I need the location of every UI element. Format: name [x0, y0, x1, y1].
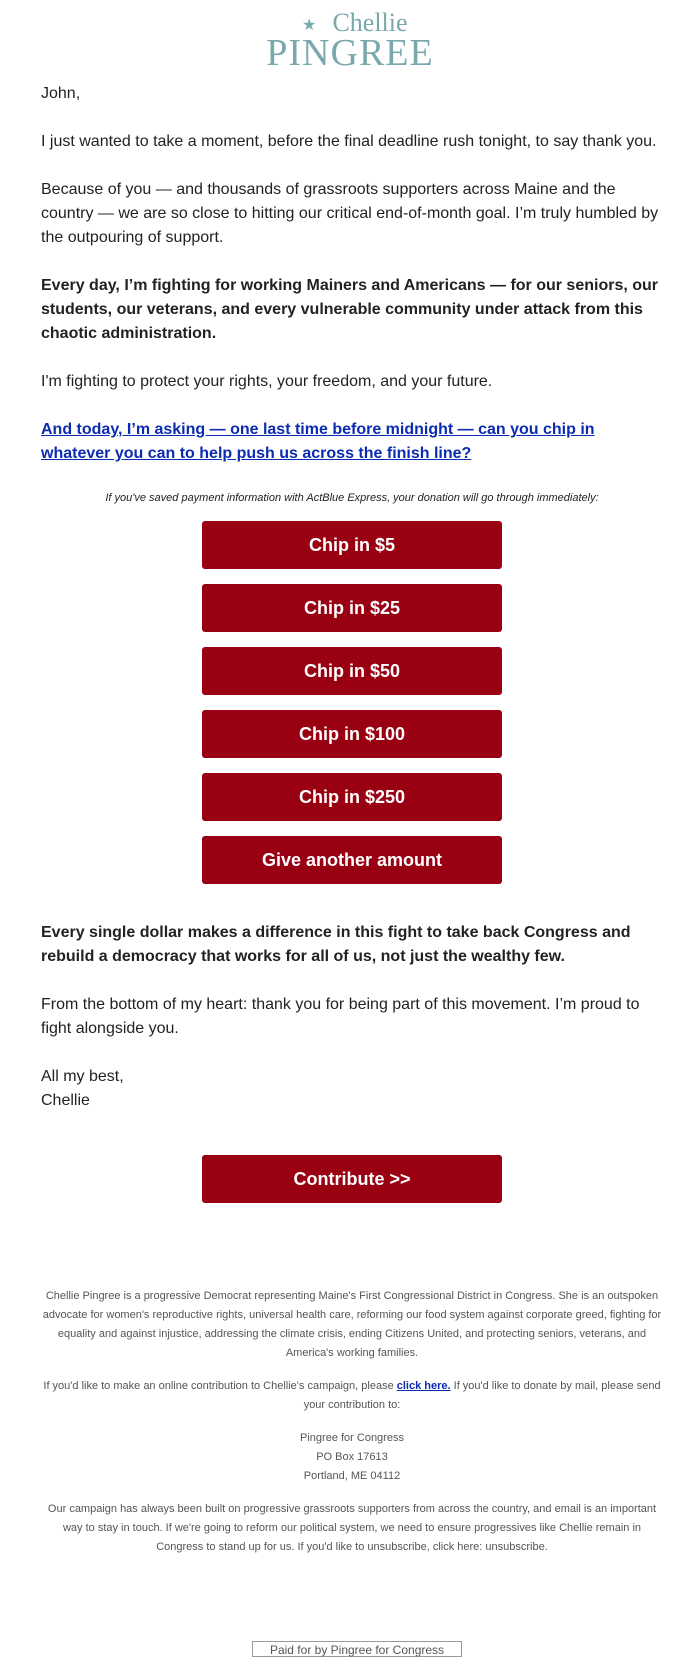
paragraph-rights: I'm fighting to protect your rights, your freedom, and your future. — [41, 373, 493, 390]
paragraph-every-dollar: Every single dollar makes a difference in this fight to take back Congress and rebuild a democracy that works for all of us, not just the wealthy few. — [41, 924, 631, 965]
signoff — [41, 1065, 663, 1113]
footer-address — [41, 1429, 663, 1486]
footer-about: Chellie Pingree is a progressive Democrat representing Maine's First Congressional District in Congress. She is an outspoken advocate for women's reproductive rights, universal health care, reforming our food system against corporate greed, fighting for equality and against injustice, addressing the climate crisis, ending Citizens United, and protecting seniors, veterans, and America's working families. — [42, 1290, 662, 1359]
paragraph-fighting: Every day, I’m fighting for working Mainers and Americans — for our seniors, our students, our veterans, and every vulnerable community under attack from this chaotic administration. — [41, 277, 659, 342]
address-line-2: PO Box 17613 — [316, 1451, 388, 1463]
signoff-name: Chellie — [41, 1092, 90, 1109]
logo-first-name: Chellie — [332, 8, 408, 37]
chip-in-5-button[interactable]: Chip in $5 — [202, 521, 502, 569]
chip-in-100-button[interactable]: Chip in $100 — [202, 710, 502, 758]
campaign-logo — [0, 10, 700, 72]
footer-click-here-link[interactable]: click here. — [396, 1380, 451, 1392]
star-icon: ★ — [302, 17, 317, 34]
logo-last-name: PINGREE — [266, 32, 434, 74]
paragraph-thank-you: I just wanted to take a moment, before the final deadline rush tonight, to say thank you. — [41, 133, 657, 150]
actblue-note: If you've saved payment information with ActBlue Express, your donation will go through immediately: — [105, 492, 599, 504]
paragraph-supporters: Because of you — and thousands of grassroots supporters across Maine and the country — we are so close to hitting our critical end-of-month goal. I’m truly humbled by the outpouring of support. — [41, 181, 659, 246]
email-body — [41, 82, 663, 1218]
chip-in-250-button[interactable]: Chip in $250 — [202, 773, 502, 821]
contribute-button[interactable]: Contribute >> — [202, 1155, 502, 1203]
footer-closing: Our campaign has always been built on progressive grassroots supporters from across the country, and email is an important way to stay in touch. If we're going to reform our political system, we need to ensure progressives like Chellie remain in Congress to stand up for us. If you'd like to unsubscribe, click here: unsubscribe. — [47, 1503, 657, 1553]
paragraph-gratitude: From the bottom of my heart: thank you for being part of this movement. I’m proud to fight alongside you. — [41, 996, 640, 1037]
footer-contribution — [41, 1377, 663, 1415]
address-line-3: Portland, ME 04112 — [303, 1470, 401, 1482]
chip-in-25-button[interactable]: Chip in $25 — [202, 584, 502, 632]
chip-in-50-button[interactable]: Chip in $50 — [202, 647, 502, 695]
address-line-1: Pingree for Congress — [300, 1432, 404, 1444]
greeting: John, — [41, 85, 81, 102]
ask-donation-link[interactable]: And today, I’m asking — one last time before midnight — can you chip in whatever you can to help push us across the finish line? — [41, 421, 595, 462]
footer-contrib-text-after: If you'd like to donate by mail, please send your contribution to: — [303, 1380, 661, 1411]
paid-for-disclaimer: Paid for by Pingree for Congress — [252, 1641, 462, 1657]
signoff-line: All my best, — [41, 1068, 124, 1085]
donation-button-list — [41, 521, 663, 899]
give-another-amount-button[interactable]: Give another amount — [202, 836, 502, 884]
footer — [41, 1287, 663, 1571]
ask-paragraph — [41, 418, 663, 466]
footer-contrib-text: If you'd like to make an online contribution to Chellie's campaign, please — [43, 1380, 397, 1392]
